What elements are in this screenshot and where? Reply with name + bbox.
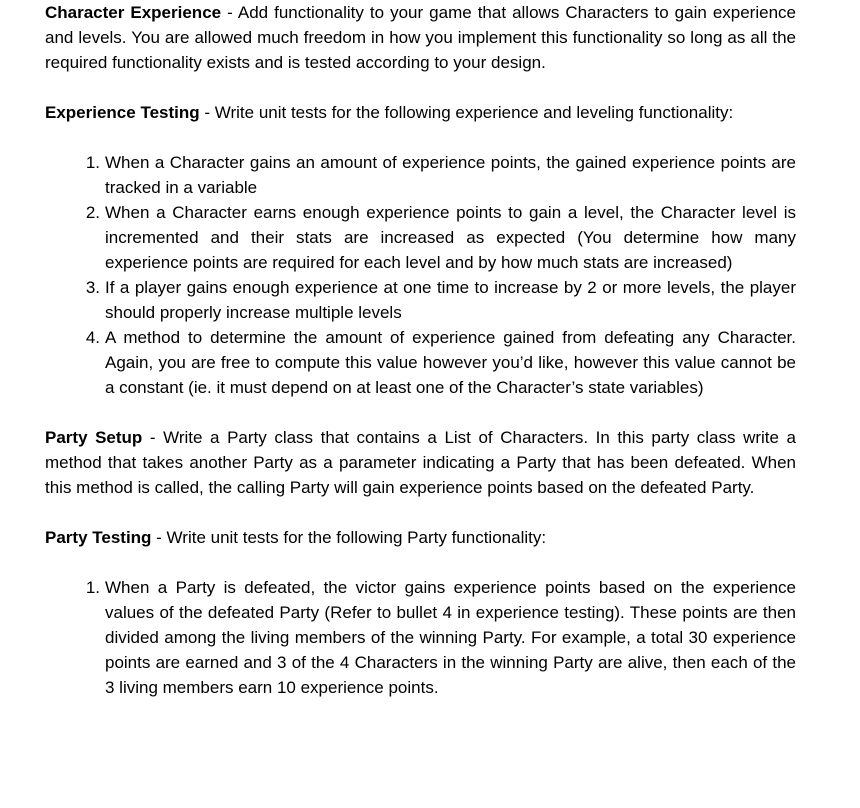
party-testing-body: Write unit tests for the following Party functionality: [166, 528, 547, 547]
spacer [45, 550, 796, 575]
experience-testing-list [45, 150, 796, 400]
character-experience-body: Add functionality to your game that allows Characters to gain experience and levels. You are allowed much freedom in how you implement this functionality so long as all the required functionality exists and is tested according to your design. [45, 3, 796, 72]
party-setup-body: Write a Party class that contains a List of Characters. In this party class write a method that takes another Party as a parameter indicating a Party that has been defeated. When this method is called, the calling Party will gain experience points based on the defeated Party. [45, 428, 796, 497]
separator: - [221, 3, 238, 22]
character-experience-paragraph [45, 0, 796, 75]
spacer [45, 400, 796, 425]
spacer [45, 75, 796, 100]
list-item-text: When a Character earns enough experience points to gain a level, the Character level is incremented and their stats are increased as expected (You determine how many experience points are required for each level and by how much stats are increased) [105, 203, 796, 272]
party-setup-paragraph [45, 425, 796, 500]
list-item [45, 275, 796, 325]
party-testing-list [45, 575, 796, 700]
list-item [45, 200, 796, 275]
list-item-number: 2. [85, 203, 100, 222]
separator: - [142, 428, 164, 447]
experience-testing-body: Write unit tests for the following experience and leveling functionality: [214, 103, 734, 122]
separator: - [151, 528, 167, 547]
list-item-number: 3. [85, 278, 100, 297]
spacer [45, 500, 796, 525]
list-item-text: If a player gains enough experience at one time to increase by 2 or more levels, the player should properly increase multiple levels [105, 278, 796, 322]
party-setup-heading: Party Setup [45, 428, 143, 447]
experience-testing-heading: Experience Testing [45, 103, 200, 122]
spacer [45, 125, 796, 150]
separator: - [199, 103, 215, 122]
list-item-text: A method to determine the amount of experience gained from defeating any Character. Again, you are free to compute this value however you’d like, however this value cannot be a constant (ie. it must depend on at least one of the Character’s state variables) [105, 328, 796, 397]
list-item-number: 1. [85, 578, 100, 597]
character-experience-heading: Character Experience [45, 3, 222, 22]
list-item [45, 325, 796, 400]
list-item [45, 150, 796, 200]
party-testing-paragraph [45, 525, 796, 550]
list-item-text: When a Character gains an amount of experience points, the gained experience points are tracked in a variable [105, 153, 796, 197]
list-item-text: When a Party is defeated, the victor gains experience points based on the experience values of the defeated Party (Refer to bullet 4 in experience testing). These points are then divided among the living members of the winning Party. For example, a total 30 experience points are earned and 3 of the 4 Characters in the winning Party are alive, then each of the 3 living members earn 10 experience points. [105, 578, 796, 697]
list-item [45, 575, 796, 700]
list-item-number: 4. [85, 328, 100, 347]
list-item-number: 1. [85, 153, 100, 172]
experience-testing-paragraph [45, 100, 796, 125]
party-testing-heading: Party Testing [45, 528, 152, 547]
